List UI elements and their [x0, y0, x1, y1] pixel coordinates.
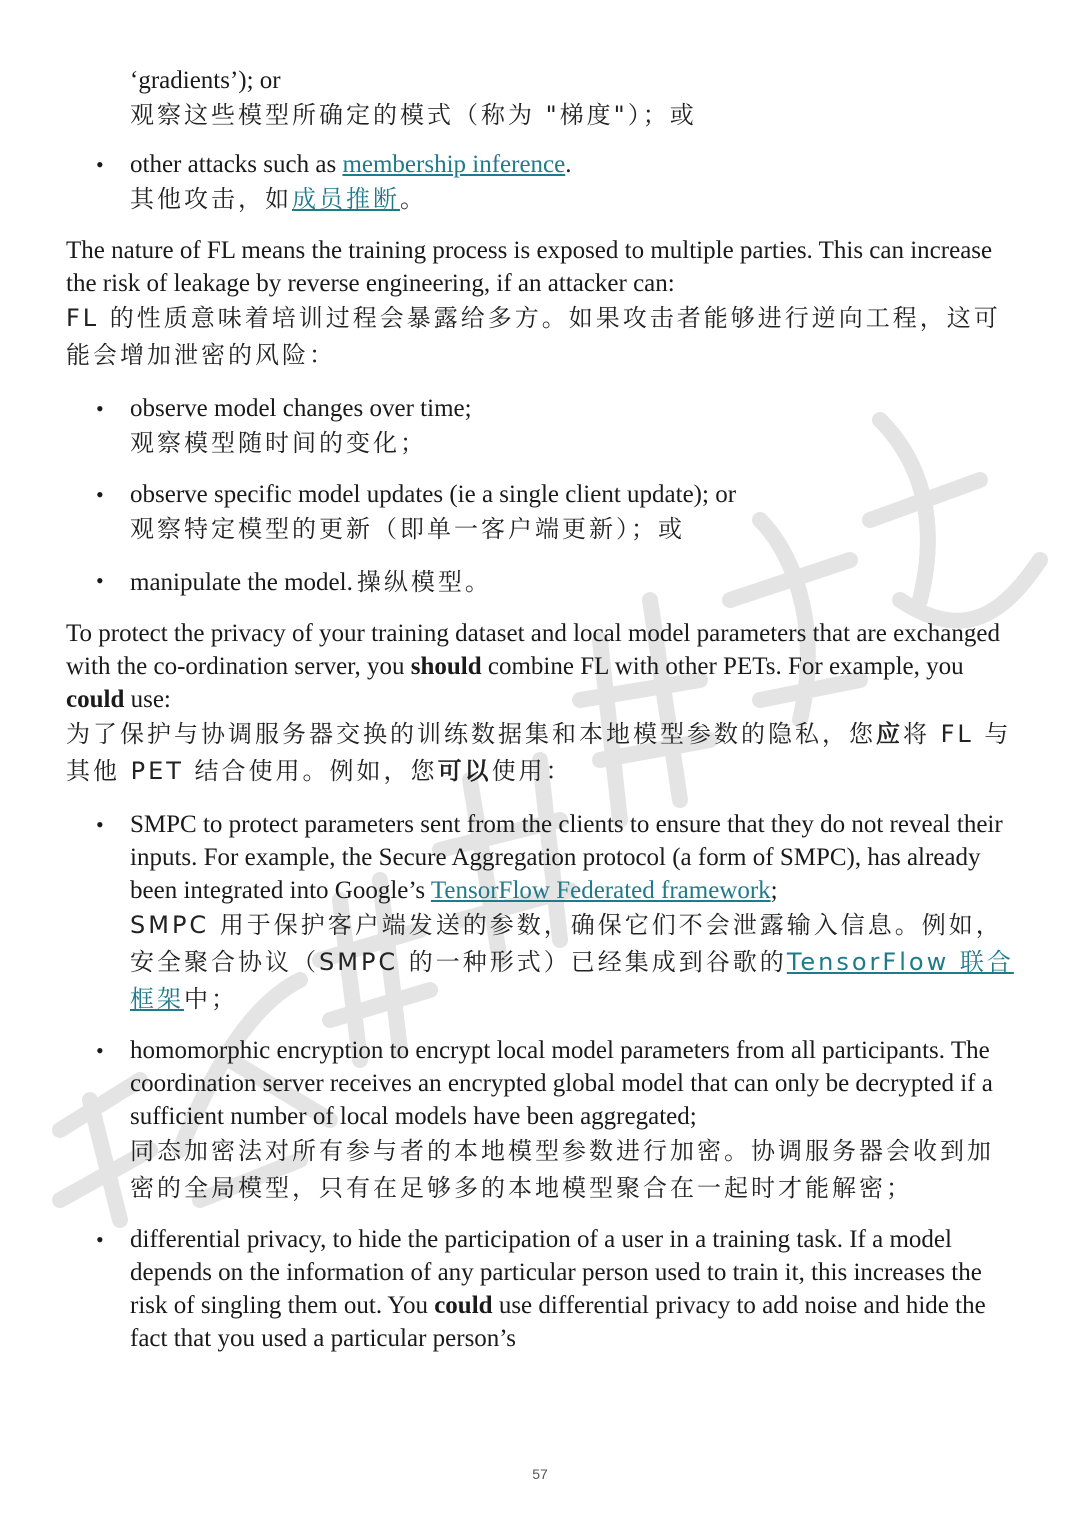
bullet-dot: •: [96, 482, 104, 507]
tensorflow-federated-link-zh[interactable]: TensorFlow 联合框架: [130, 948, 1014, 1013]
paragraph: [66, 617, 1016, 790]
page-number: 57: [532, 1466, 548, 1482]
bullet-text-zh: 观察模型随时间的变化；: [130, 429, 427, 457]
bullet-text-zh: 观察特定模型的更新（即单一客户端更新）；或: [130, 515, 685, 543]
paragraph-zh: 为了保护与协调服务器交换的训练数据集和本地模型参数的隐私，您应将 FL 与其他 PET 结合使用。例如，您可以使用：: [66, 720, 1012, 785]
list-item: [66, 1223, 1016, 1355]
bullet-text-zh: 操纵模型。: [356, 568, 492, 596]
membership-inference-link-zh[interactable]: 成员推断: [292, 185, 400, 213]
paragraph-en: The nature of FL means the training process is exposed to multiple parties. This can increase the risk of leakage by reverse engineering, if an attacker can:: [66, 237, 993, 297]
bullet-text-zh: 观察这些模型所确定的模式（称为 "梯度"）；或: [130, 101, 697, 129]
bullet-dot: •: [96, 812, 104, 837]
bullet-text-en: differential privacy, to hide the participation of a user in a training task. If a model depends on the information of any particular person used to train it, this increases the risk of singling them out. You could use differential privacy to add noise and hide the fact that you used a particular person’s: [130, 1226, 986, 1352]
bullet-dot: •: [96, 1038, 104, 1063]
bullet-text-zh: 同态加密法对所有参与者的本地模型参数进行加密。协调服务器会收到加密的全局模型，只有在足够多的本地模型聚合在一起时才能解密；: [130, 1137, 994, 1202]
list-item: [66, 64, 1016, 134]
bullet-text-zh: 其他攻击，如成员推断。: [130, 185, 427, 213]
bullet-dot: •: [96, 568, 104, 593]
list-item: [66, 392, 1016, 462]
paragraph-en: To protect the privacy of your training dataset and local model parameters that are exchanged with the co-ordination server, you should combine FL with other PETs. For example, you could use:: [66, 620, 1000, 713]
bullet-text-en: other attacks such as membership inference.: [130, 151, 572, 178]
page-content: [66, 64, 1016, 1371]
list-item: [66, 564, 1016, 601]
list-item: [66, 478, 1016, 548]
paragraph: [66, 234, 1016, 374]
bullet-text-en: observe specific model updates (ie a single client update); or: [130, 481, 737, 508]
bullet-dot: •: [96, 1227, 104, 1252]
bullet-text-en: ‘gradients’); or: [130, 67, 281, 94]
bullet-text-en: homomorphic encryption to encrypt local model parameters from all participants. The coordination server receives an encrypted global model that can only be decrypted if a sufficient number of local models have been aggregated;: [130, 1037, 993, 1130]
bullet-text: [130, 564, 1016, 601]
list-item: [66, 148, 1016, 218]
bullet-text-zh: SMPC 用于保护客户端发送的参数，确保它们不会泄露输入信息。例如，安全聚合协议（SMPC 的一种形式）已经集成到谷歌的TensorFlow 联合框架中；: [130, 911, 1014, 1013]
list-item: [66, 1034, 1016, 1207]
bullet-text-en: manipulate the model.: [130, 569, 353, 596]
membership-inference-link[interactable]: membership inference: [342, 151, 566, 178]
tensorflow-federated-link[interactable]: TensorFlow Federated framework: [430, 877, 771, 904]
bullet-text-en: observe model changes over time;: [130, 395, 472, 422]
paragraph-zh: FL 的性质意味着培训过程会暴露给多方。如果攻击者能够进行逆向工程，这可能会增加泄密的风险：: [66, 304, 1001, 369]
bullet-text-en: SMPC to protect parameters sent from the clients to ensure that they do not reveal their inputs. For example, the Secure Aggregation protocol (a form of SMPC), has already been integrated into Google’s TensorFlow Federated framework;: [130, 811, 1003, 904]
bullet-dot: •: [96, 396, 104, 421]
list-item: [66, 808, 1016, 1018]
bullet-dot: •: [96, 152, 104, 177]
